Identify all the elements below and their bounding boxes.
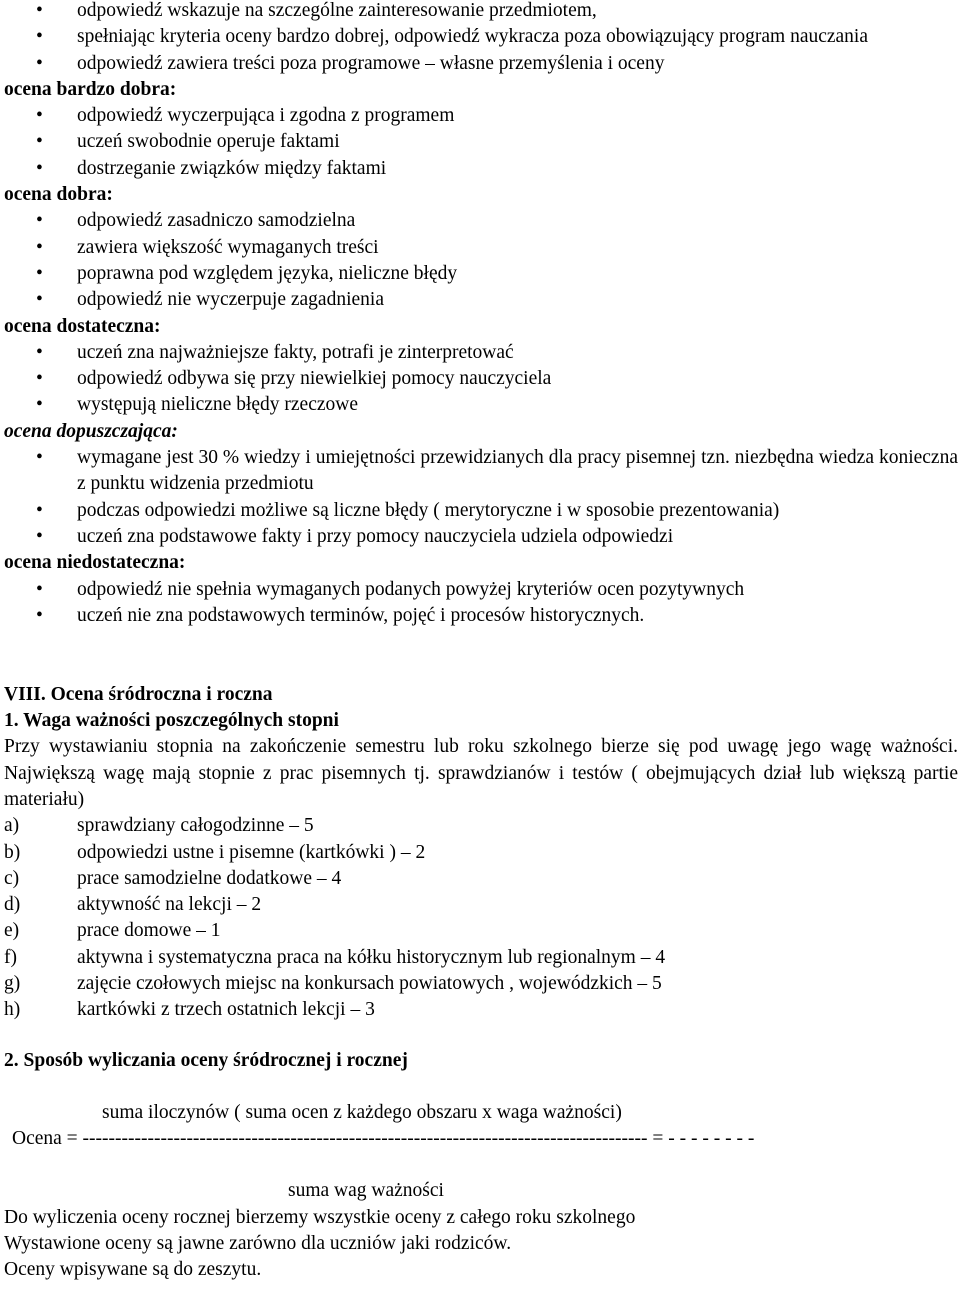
bullet-icon: • [36,341,43,363]
list-item: • odpowiedź odbywa się przy niewielkiej pomocy nauczyciela [4,366,958,392]
grade-heading: ocena bardzo dobra: [4,78,177,100]
list-item: a) sprawdziany całogodzinne – 5 [4,813,958,839]
list-item: • odpowiedź zawiera treści poza programowe – własne przemyślenia i oceny [4,51,958,77]
list-item: • odpowiedź zasadniczo samodzielna [4,208,958,234]
formula-denominator: suma wag ważności [288,1180,444,1202]
grade-heading: ocena dobra: [4,184,113,206]
bullet-icon: • [36,262,43,284]
item-letter: b) [4,841,21,863]
list-item: • uczeń zna najważniejsze fakty, potrafi je zinterpretować [4,340,958,366]
list-item: d) aktywność na lekcji – 2 [4,892,958,918]
list-item: • odpowiedź nie wyczerpuje zagadnienia [4,287,958,313]
list-item: • uczeń nie zna podstawowych terminów, pojęć i procesów historycznych. [4,603,958,629]
bullet-icon: • [36,499,43,521]
bullet-icon: • [36,131,43,153]
closing-line: Do wyliczenia oceny rocznej bierzemy wszystkie oceny z całego roku szkolnego [4,1206,636,1228]
list-item: • wymagane jest 30 % wiedzy i umiejętności przewidzianych dla pracy pisemnej tzn. niezbędna wiedza konieczna z punktu widzenia przedmiotu [36,447,958,495]
subsection-title: 1. Waga ważności poszczególnych stopni [4,710,339,732]
bullet-icon: • [36,236,43,258]
list-item: c) prace samodzielne dodatkowe – 4 [4,866,958,892]
list-item: • uczeń swobodnie operuje faktami [4,129,958,155]
bullet-icon: • [36,157,43,179]
list-item: • występują nieliczne błędy rzeczowe [4,392,958,418]
list-item: • spełniając kryteria oceny bardzo dobrej, odpowiedź wykracza poza obowiązujący program nauczania [4,24,958,50]
bullet-icon: • [36,604,43,626]
list-item: • zawiera większość wymaganych treści [4,235,958,261]
list-item: • uczeń zna podstawowe fakty i przy pomocy nauczyciela udziela odpowiedzi [4,524,958,550]
item-letter: g) [4,972,21,994]
list-item: • odpowiedź nie spełnia wymaganych podanych powyżej kryteriów ocen pozytywnych [4,577,958,603]
item-letter: a) [4,815,20,837]
item-letter: f) [4,946,17,968]
list-item: • odpowiedź wskazuje na szczególne zainteresowanie przedmiotem, [4,0,958,24]
document-page [4,0,958,1284]
paragraph: Przy wystawianiu stopnia na zakończenie semestru lub roku szkolnego bierze się pod uwagę jego wagę ważności. Największą wagę mają stopnie z prac pisemnych tj. sprawdzianów i testów ( obejmujących dział lub większą partie materiału) [4,736,958,810]
bullet-icon: • [36,525,43,547]
closing-line: Wystawione oceny są jawne zarówno dla uczniów jaki rodziców. [4,1233,512,1255]
bullet-icon: • [36,447,43,469]
subsection-title: 2. Sposób wyliczania oceny śródrocznej i rocznej [4,1049,408,1071]
list-item: • podczas odpowiedzi możliwe są liczne błędy ( merytoryczne i w sposobie prezentowania) [4,498,958,524]
list-item: g) zajęcie czołowych miejsc na konkursach powiatowych , wojewódzkich – 5 [4,971,958,997]
grade-heading: ocena niedostateczna: [4,552,186,574]
bullet-icon: • [36,289,43,311]
bullet-icon: • [36,368,43,390]
bullet-icon: • [36,0,43,21]
formula-numerator: suma iloczynów ( suma ocen z każdego obszaru x waga ważności) [102,1101,622,1123]
formula-line: Ocena = --------------------------------------------------------------------------------------- = - - - - - - - - [12,1128,755,1150]
bullet-icon: • [36,578,43,600]
item-letter: d) [4,894,21,916]
list-item: h) kartkówki z trzech ostatnich lekcji – 3 [4,997,958,1023]
list-item: • odpowiedź wyczerpująca i zgodna z programem [4,103,958,129]
item-letter: e) [4,920,20,942]
grade-heading: ocena dostateczna: [4,315,161,337]
bullet-icon: • [36,105,43,127]
grade-heading: ocena dopuszczająca: [4,420,178,442]
bullet-icon: • [36,52,43,74]
closing-line: Oceny wpisywane są do zeszytu. [4,1259,262,1281]
bullet-icon: • [36,26,43,48]
list-item: • dostrzeganie związków między faktami [4,156,958,182]
list-item: b) odpowiedzi ustne i pisemne (kartkówki ) – 2 [4,840,958,866]
item-letter: c) [4,867,20,889]
section-title: VIII. Ocena śródroczna i roczna [4,683,273,705]
list-item: f) aktywna i systematyczna praca na kółku historycznym lub regionalnym – 4 [4,945,958,971]
list-item: • poprawna pod względem języka, nieliczne błędy [4,261,958,287]
bullet-icon: • [36,210,43,232]
bullet-icon: • [36,394,43,416]
item-letter: h) [4,999,21,1021]
list-item: e) prace domowe – 1 [4,918,958,944]
